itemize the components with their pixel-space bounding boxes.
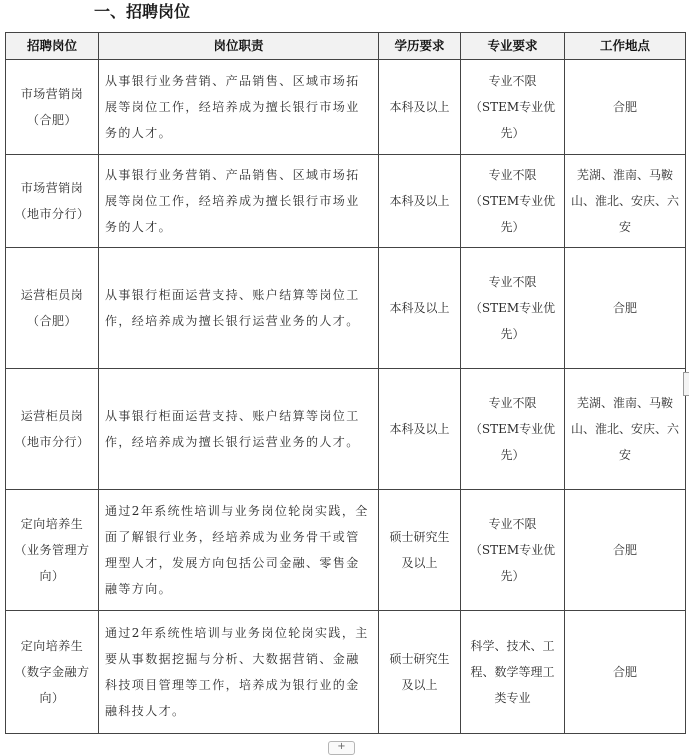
duty-cell: 从事银行业务营销、产品销售、区域市场拓展等岗位工作，经培养成为擅长银行市场业务的人才。 xyxy=(99,60,379,155)
recruitment-table xyxy=(5,32,686,734)
position-cell xyxy=(6,611,99,734)
table-row xyxy=(6,611,686,734)
duty-cell: 通过2年系统性培训与业务岗位轮岗实践，全面了解银行业务，经培养成为业务骨干或管理型人才，发展方向包括公司金融、零售金融等方向。 xyxy=(99,490,379,611)
education-cell: 本科及以上 xyxy=(379,60,461,155)
position-area: （业务管理方向） xyxy=(14,543,90,583)
position-area: （地市分行） xyxy=(14,435,90,449)
position-name: 运营柜员岗 xyxy=(20,409,84,423)
location-cell: 芜湖、淮南、马鞍山、淮北、安庆、六安 xyxy=(565,155,686,248)
header-location: 工作地点 xyxy=(565,33,686,60)
major-cell xyxy=(461,155,565,248)
major-note: （STEM专业优先） xyxy=(469,100,556,140)
education-cell: 本科及以上 xyxy=(379,369,461,490)
location-cell: 合肥 xyxy=(565,248,686,369)
major-cell xyxy=(461,248,565,369)
section-title: 一、招聘岗位 xyxy=(94,2,191,21)
location-cell: 合肥 xyxy=(565,60,686,155)
position-cell xyxy=(6,60,99,155)
major-note: （STEM专业优先） xyxy=(469,422,556,462)
header-position: 招聘岗位 xyxy=(6,33,99,60)
position-name: 定向培养生 xyxy=(20,517,84,531)
major-cell xyxy=(461,369,565,490)
header-major: 专业要求 xyxy=(461,33,565,60)
position-cell xyxy=(6,369,99,490)
add-row-button[interactable]: + xyxy=(328,741,355,755)
position-cell xyxy=(6,155,99,248)
location-cell: 合肥 xyxy=(565,611,686,734)
education-cell: 本科及以上 xyxy=(379,248,461,369)
header-education: 学历要求 xyxy=(379,33,461,60)
position-area: （数字金融方向） xyxy=(14,665,90,705)
major-cell xyxy=(461,60,565,155)
location-cell: 合肥 xyxy=(565,490,686,611)
education-cell: 本科及以上 xyxy=(379,155,461,248)
table-header-row xyxy=(6,33,686,60)
major-cell xyxy=(461,490,565,611)
position-area: （合肥） xyxy=(26,314,77,328)
major-cell: 科学、技术、工程、数学等理工类专业 xyxy=(461,611,565,734)
table-row xyxy=(6,369,686,490)
table-row xyxy=(6,155,686,248)
major-main: 专业不限 xyxy=(488,275,537,289)
position-name: 市场营销岗 xyxy=(20,87,84,101)
side-panel-tab[interactable] xyxy=(683,372,689,396)
table-row xyxy=(6,248,686,369)
duty-cell: 从事银行柜面运营支持、账户结算等岗位工作，经培养成为擅长银行运营业务的人才。 xyxy=(99,369,379,490)
major-main: 专业不限 xyxy=(488,74,537,88)
position-name: 运营柜员岗 xyxy=(20,288,84,302)
position-area: （合肥） xyxy=(26,113,77,127)
duty-cell: 从事银行柜面运营支持、账户结算等岗位工作，经培养成为擅长银行运营业务的人才。 xyxy=(99,248,379,369)
education-cell: 硕士研究生及以上 xyxy=(379,490,461,611)
education-cell: 硕士研究生及以上 xyxy=(379,611,461,734)
position-area: （地市分行） xyxy=(14,207,90,221)
major-note: （STEM专业优先） xyxy=(469,543,556,583)
duty-cell: 从事银行业务营销、产品销售、区域市场拓展等岗位工作，经培养成为擅长银行市场业务的人才。 xyxy=(99,155,379,248)
header-duty: 岗位职责 xyxy=(99,33,379,60)
location-cell: 芜湖、淮南、马鞍山、淮北、安庆、六安 xyxy=(565,369,686,490)
major-main: 专业不限 xyxy=(488,396,537,410)
major-main: 专业不限 xyxy=(488,168,537,182)
position-name: 定向培养生 xyxy=(20,639,84,653)
position-cell xyxy=(6,490,99,611)
major-note: （STEM专业优先） xyxy=(469,301,556,341)
major-note: （STEM专业优先） xyxy=(469,194,556,234)
duty-cell: 通过2年系统性培训与业务岗位轮岗实践，主要从事数据挖掘与分析、大数据营销、金融科技项目管理等工作，培养成为银行业的金融科技人才。 xyxy=(99,611,379,734)
position-cell xyxy=(6,248,99,369)
position-name: 市场营销岗 xyxy=(20,181,84,195)
table-row xyxy=(6,60,686,155)
table-row xyxy=(6,490,686,611)
major-main: 专业不限 xyxy=(488,517,537,531)
